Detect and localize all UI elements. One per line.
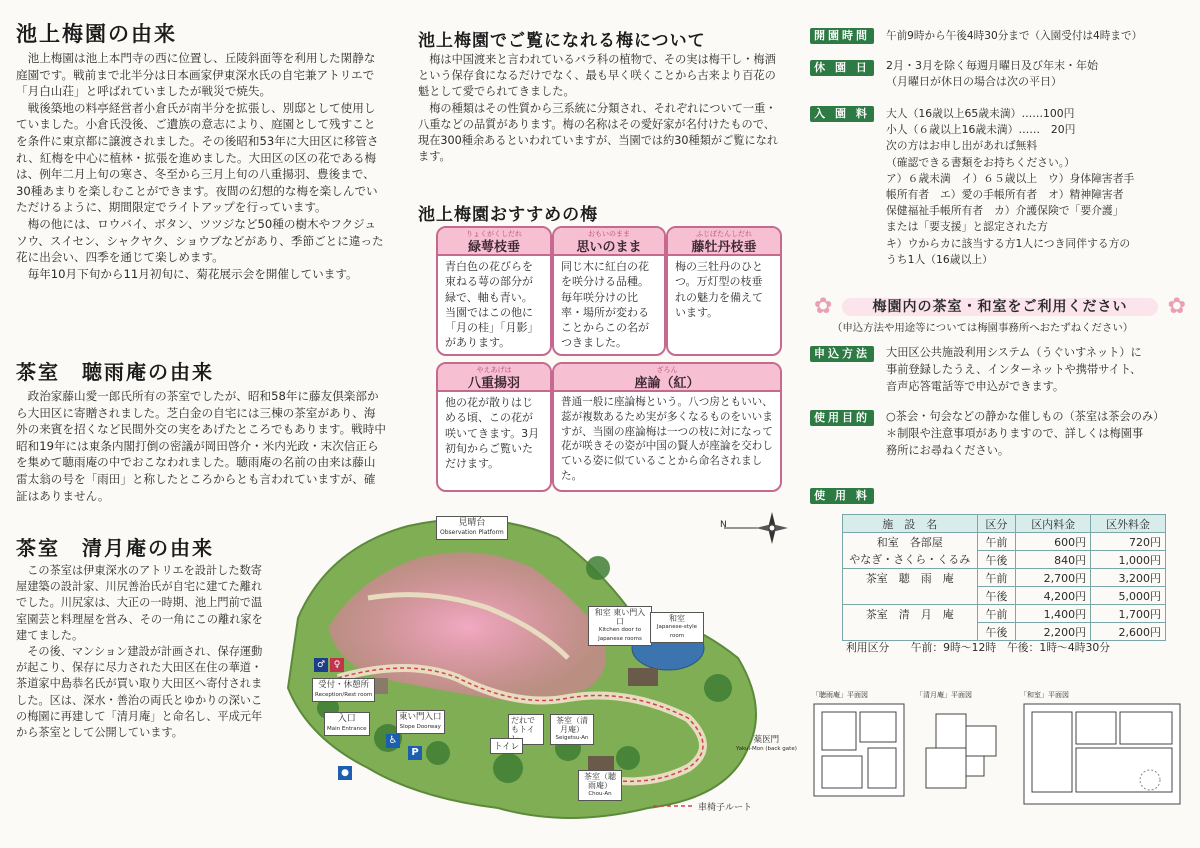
admission-line: 大人（16歳以上65歳未満）……100円 xyxy=(886,107,1075,120)
admission-line: ア）６歳未満 イ）６５歳以上 ウ）身体障害者手 xyxy=(886,171,1135,185)
slope-label-en: Slope Doorway xyxy=(399,724,441,730)
table-row xyxy=(843,533,1166,551)
card-ruby: やえあげは xyxy=(476,366,512,374)
floorplan-chouan-drawing xyxy=(812,700,908,800)
ume-about-paragraph-2: 梅の種類はその性質から三系統に分類され、それぞれについて一重・八重などの品質があります。梅の名称はその愛好家が名付けたもので、現在300種余あるといわれていますが、当園では約30種類がご覧になれます。 xyxy=(418,101,779,164)
apply-text xyxy=(886,344,1192,395)
chouan-label: 茶室（聴雨庵） xyxy=(584,772,616,790)
chouan-label-en: Chou-An xyxy=(588,791,612,797)
garden-map-illustration xyxy=(268,508,798,844)
fee-slot: 午前 xyxy=(977,569,1016,587)
fee-slot: 午前 xyxy=(977,533,1016,551)
map-label-toilet-all: だれでもトイ xyxy=(508,714,544,745)
yakui-label: 薬医門 xyxy=(753,735,780,745)
table-row xyxy=(843,587,1166,605)
purpose-tag: 使用目的 xyxy=(810,410,874,426)
floorplan-label: 「聴雨庵」平面図 xyxy=(812,691,868,699)
card-title: 座論（紅） xyxy=(554,364,780,392)
section-title-origin: 池上梅園の由来 xyxy=(16,21,177,46)
card-title: 藤牡丹枝垂 xyxy=(668,228,780,256)
origin-text xyxy=(16,50,386,282)
fee-slot: 午後 xyxy=(977,551,1016,569)
compass-north-label: N xyxy=(720,520,727,530)
usage-fee-table xyxy=(842,514,1166,641)
purpose-line: ○茶会・句会などの静かな催しもの（茶室は茶会のみ） xyxy=(886,410,1165,423)
toilet-female-icon: ♀ xyxy=(330,658,344,672)
map-label-reception xyxy=(312,678,375,702)
fee-facility: 茶室 清 月 庵 xyxy=(843,605,978,623)
ume-card-zaron xyxy=(552,362,782,492)
fee-slot: 午前 xyxy=(977,605,1016,623)
floorplan-seigetsu-drawing xyxy=(916,700,1012,800)
section-title-chouan: 茶室 聴雨庵の由来 xyxy=(16,360,214,384)
origin-paragraph-3: 梅の他には、ロウバイ、ボタン、ツツジなど50種の樹木やフクジュソウ、スイセン、シャクヤク、ショウブなどがあり、季節ごとに違った花に出会い、四季を通じて楽しめます。 xyxy=(16,216,384,265)
fee-header-outside: 区外料金 xyxy=(1091,515,1166,533)
fee-inside: 840円 xyxy=(1016,551,1091,569)
map-label-seigetsu xyxy=(550,714,594,745)
fee-outside: 5,000円 xyxy=(1091,587,1166,605)
floorplan-washitsu-drawing xyxy=(1020,700,1186,808)
fee-outside: 1,700円 xyxy=(1091,605,1166,623)
route-legend-label: 車椅子ルート xyxy=(698,803,753,813)
teahouse-banner xyxy=(814,296,1186,318)
origin-paragraph-1: 池上梅園は池上本門寺の西に位置し、丘陵斜面等を利用した閑静な庭園です。戦前まで北半分は日本画家伊東深水氏の自宅兼アトリエで「月白山荘」と呼ばれていましたが戦災で焼失。 xyxy=(16,51,376,99)
purpose-line: 務所にお尋ねください。 xyxy=(886,444,1010,457)
origin-paragraph-2: 戦後築地の料亭経営者小倉氏が南半分を拡張し、別邸として使用していました。小倉氏没後、ご遺族の意志により、庭園として残すことを条件に東京都に譲渡されました。その後昭和53年に大田区に移管され、紅梅を中心に植林・拡張を進めました。大田区の区の花である梅は、例年二月上旬の寒さ、冬至から三月上旬の八重揚羽、豊後まで、30種あまりを楽しむことができます。夜間の幻想的な梅を楽しんでいただけるように、期間限定でライトアップを行っています。 xyxy=(16,100,379,215)
apply-line: 事前登録したうえ、インターネットや携帯サイト、 xyxy=(886,363,1142,376)
card-body: 青白色の花びらを束ねる萼の部分が緑で、軸も青い。当園ではこの他に「月の桂」「月影」があります。 xyxy=(445,260,539,350)
compass-rose xyxy=(720,508,790,548)
card-title: 八重揚羽 xyxy=(438,364,550,392)
card-body: 同じ木に紅白の花を咲分ける品種。毎年咲分けの比率・場所が変わることからこの名がつきました。 xyxy=(561,260,649,350)
fee-outside: 3,200円 xyxy=(1091,569,1166,587)
map-label-entrance xyxy=(324,712,370,736)
ume-card-omoinomama xyxy=(552,226,666,356)
map-label-chouan xyxy=(578,770,622,801)
ume-card-ryokugaku xyxy=(436,226,552,356)
kitchen-label-en: Kitchen door to Japanese rooms xyxy=(598,627,642,642)
section-title-ume-about: 池上梅園でご覧になれる梅について xyxy=(418,31,706,51)
seigetsu-label: 茶室（清月庵） xyxy=(556,716,588,734)
map-label-observation xyxy=(436,516,508,540)
chouan-text xyxy=(16,388,386,504)
entrance-label: 入口 xyxy=(337,714,356,724)
floorplan-seigetsu xyxy=(916,690,1012,802)
washitsu-label: 和室 xyxy=(669,614,685,623)
seigetsu-paragraph-1: この茶室は伊東深水のアトリエを設計した数寄屋建築の設計家、川尻善治氏が自宅に建てた離れでした。川尻家は、大正の一時期、池上門前で温室園芸と料理屋を営み、その一角にこの離れ家を建てました。 xyxy=(16,564,263,642)
fee-outside: 2,600円 xyxy=(1091,623,1166,641)
apply-tag: 申込方法 xyxy=(810,346,874,362)
fee-slot: 午後 xyxy=(977,587,1016,605)
map-label-yakui xyxy=(736,736,797,754)
table-row xyxy=(843,569,1166,587)
map-label-toilet: トイレ xyxy=(490,738,523,754)
map-label-kitchen xyxy=(588,606,652,646)
reception-label: 受付・休憩所 xyxy=(318,680,370,690)
fee-table-header-row xyxy=(843,515,1166,533)
floorplan-label: 「和室」平面図 xyxy=(1020,691,1069,699)
seigetsu-label-en: Seigetsu-An xyxy=(555,735,589,741)
table-row xyxy=(843,623,1166,641)
chouan-paragraph: 政治家藤山愛一郎氏所有の茶室でしたが、昭和58年に藤友倶楽部から大田区に寄贈されました。芝白金の自宅には三棟の茶室があり、海外の来賓を招くなど民間外交の実をあげたところでもあります。戦時中昭和19年には東条内閣打倒の密議が岡田啓介・米内光政・末次信正らを集めて聴雨庵の中でおこなわれました。聴雨庵の名前の由来は藤山雷太翁の号を「雨田」と称したところからとも言われていますが、確証はありません。 xyxy=(16,389,386,503)
fee-facility: 和室 各部屋 xyxy=(843,533,978,551)
map-building-washitsu xyxy=(628,668,658,686)
garden-map xyxy=(268,508,798,844)
hours-tag: 開園時間 xyxy=(810,28,874,44)
card-ruby: りょくがくしだれ xyxy=(466,230,522,238)
observation-label: 見晴台 xyxy=(458,518,486,528)
admission-line: 次の方はお申し出があれば無料 xyxy=(886,139,1038,153)
admission-line: うち1人（16歳以上） xyxy=(886,252,993,266)
accessible-icon: ♿ xyxy=(386,734,400,748)
fee-facility: 茶室 聴 雨 庵 xyxy=(843,569,978,587)
toilet-icon: ♂ xyxy=(314,658,328,672)
fee-inside: 4,200円 xyxy=(1016,587,1091,605)
closed-line-2: （月曜日が休日の場合は次の平日） xyxy=(886,75,1062,88)
admission-line: 小人（６歳以上16歳未満）…… 20円 xyxy=(886,123,1076,137)
apply-line: 音声応答電話等で申込ができます。 xyxy=(886,380,1065,393)
yakui-label-en: Yakui-Mon (back gate) xyxy=(736,746,797,752)
parking-icon: P xyxy=(408,746,422,760)
card-body: 梅の三牡丹のひとつ。万灯型の枝垂れの魅力を備えています。 xyxy=(675,260,763,319)
floorplan-chouan xyxy=(812,690,908,802)
washitsu-label-en: Japanese-style room xyxy=(656,624,698,639)
apply-line: 大田区公共施設利用システム（うぐいすネット）に xyxy=(886,346,1142,359)
ume-about-paragraph-1: 梅は中国渡来と言われているバラ科の植物で、その実は梅干し・梅酒という保存食になるだけでなく、最も早く咲くことから古来より百花の魁として愛でられてきました。 xyxy=(418,53,776,99)
card-body: 他の花が散りはじめる頃、この花が咲いてきます。3月初旬からご覧いただけます。 xyxy=(445,396,540,471)
card-ruby: ざろん xyxy=(656,366,678,374)
closed-line-1: 2月・3月を除く毎週月曜日及び年末・年始 xyxy=(886,59,1098,72)
hours-text: 午前9時から午後4時30分まで（入園受付は4時まで） xyxy=(886,30,1143,42)
closed-tag: 休 園 日 xyxy=(810,60,874,76)
floorplan-washitsu xyxy=(1020,690,1186,802)
card-body: 普通一般に座論梅という。八つ房ともいい、蕊が複数あるため実が多くなるものをいいますが、当園の座論梅は一つの枝に対になって花が咲きその姿が中国の賢人が座論を交わしている姿に似ていることから命名されました。 xyxy=(561,396,773,482)
entrance-label-en: Main Entrance xyxy=(327,726,367,732)
section-title-seigetsu: 茶室 清月庵の由来 xyxy=(16,536,214,560)
fee-facility xyxy=(843,587,978,605)
card-title: 思いのまま xyxy=(554,228,664,256)
kitchen-label: 和室 東い門入口 xyxy=(594,608,646,626)
admission-list xyxy=(886,106,1186,268)
origin-paragraph-4: 毎年10月下旬から11月初旬に、菊花展示会を開催しています。 xyxy=(27,266,358,281)
admission-line: （確認できる書類をお持ちください。） xyxy=(886,155,1075,169)
purpose-text xyxy=(886,408,1192,459)
slope-label: 東い門入口 xyxy=(399,712,442,722)
table-row xyxy=(843,605,1166,623)
usage-slots-note: 利用区分 午前：9時～12時 午後：1時～4時30分 xyxy=(846,641,1111,654)
fee-inside: 600円 xyxy=(1016,533,1091,551)
fee-outside: 1,000円 xyxy=(1091,551,1166,569)
ume-card-fujibotan xyxy=(666,226,782,356)
fee-header-slot: 区分 xyxy=(977,515,1016,533)
purpose-line: ＊制限や注意事項がありますので、詳しくは梅園事 xyxy=(886,427,1144,440)
card-ruby: おもいのまま xyxy=(588,230,630,238)
observation-label-en: Observation Platform xyxy=(440,529,504,536)
fee-inside: 2,200円 xyxy=(1016,623,1091,641)
map-label-washitsu xyxy=(650,612,704,643)
card-ruby: ふじぼたんしだれ xyxy=(696,230,752,238)
fee-facility: やなぎ・さくら・くるみ xyxy=(843,551,978,569)
ume-about-text xyxy=(418,52,780,165)
fee-header-inside: 区内料金 xyxy=(1016,515,1091,533)
compass-icon xyxy=(720,508,790,548)
bicycle-icon: ● xyxy=(338,766,352,780)
reception-label-en: Reception/Rest room xyxy=(315,692,373,698)
fee-inside: 2,700円 xyxy=(1016,569,1091,587)
fee-facility xyxy=(843,623,978,641)
admission-tag: 入 園 料 xyxy=(810,106,874,122)
floorplan-label: 「清月庵」平面図 xyxy=(916,691,972,699)
seigetsu-text xyxy=(16,563,266,741)
map-label-slope xyxy=(396,710,445,734)
teahouse-banner-title: 梅園内の茶室・和室をご利用ください xyxy=(842,298,1158,316)
teahouse-banner-sub: （申込方法や用途等については梅園事務所へおたずねください） xyxy=(832,322,1134,334)
seigetsu-paragraph-2: その後、マンション建設が計画され、保存運動が起こり、保存に尽力された大田区在住の華道・茶道家中島恭名氏が買い取り大田区へ寄付されました。区は、深水・善治の両氏とゆかりの深いこの梅園に再建して「清月庵」と命名し、平成元年から茶室として公開しています。 xyxy=(16,645,263,740)
usage-fee-tag: 使 用 料 xyxy=(810,488,874,504)
ume-card-yaeageha xyxy=(436,362,552,492)
section-title-recommended: 池上梅園おすすめの梅 xyxy=(418,205,599,225)
fee-header-facility: 施 設 名 xyxy=(843,515,978,533)
admission-line: キ）ウからカに該当する方1人につき同伴する方の xyxy=(886,236,1131,250)
admission-line: または「要支援」と認定された方 xyxy=(886,220,1048,234)
plum-flower-icon: ✿ xyxy=(1167,294,1186,319)
fee-outside: 720円 xyxy=(1091,533,1166,551)
card-title: 緑萼枝垂 xyxy=(438,228,550,256)
fee-inside: 1,400円 xyxy=(1016,605,1091,623)
fee-slot: 午後 xyxy=(977,623,1016,641)
plum-flower-icon: ✿ xyxy=(814,294,833,319)
admission-line: 保健福祉手帳所有者 カ）介護保険で「要介護」 xyxy=(886,204,1124,218)
table-row xyxy=(843,551,1166,569)
admission-line: 帳所有者 エ）愛の手帳所有者 オ）精神障害者 xyxy=(886,188,1124,202)
